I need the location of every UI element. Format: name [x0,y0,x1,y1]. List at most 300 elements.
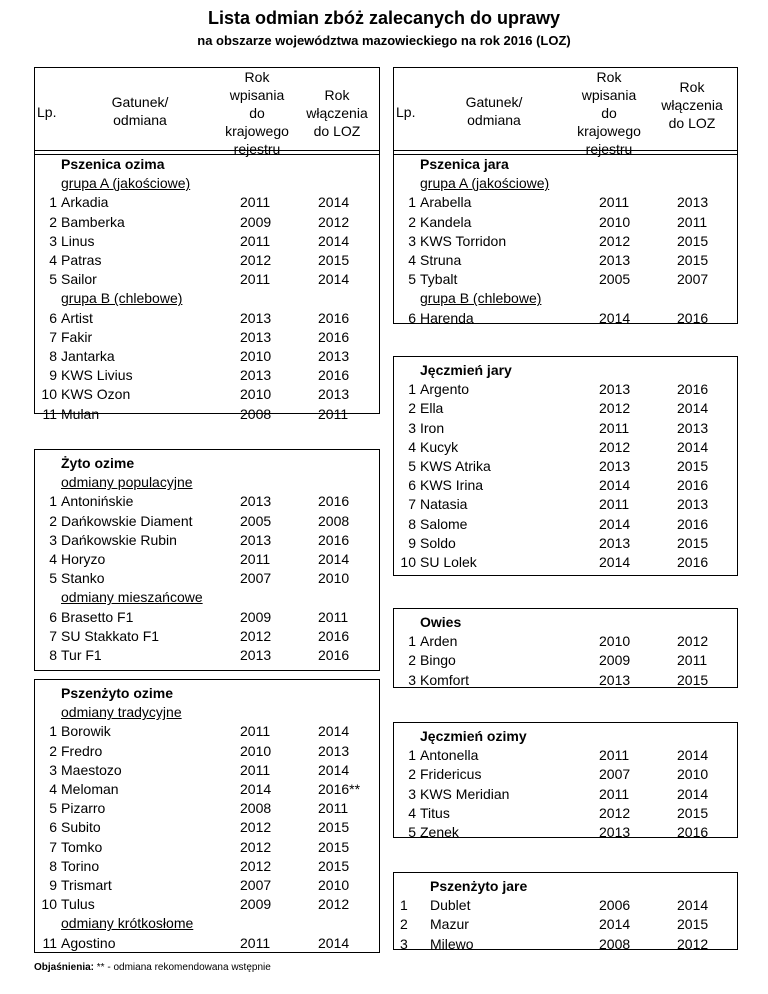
variety-name: Natasia [420,496,468,513]
r1d: krajowego [577,123,641,139]
variety-name: Argento [420,381,470,398]
section-jeczmien-jary [393,356,738,576]
table-row [35,531,379,550]
year-included: 2012 [677,633,709,650]
row-number: 4 [49,252,57,268]
variety-name: KWS Atrika [420,458,491,474]
h2b: włączenia [306,105,368,121]
year-registered: 2010 [599,633,631,650]
table-row [35,895,379,914]
year-registered: 2007 [240,877,272,893]
section-title [35,454,379,473]
row-number: 10 [41,386,57,403]
year-included: 2016 [318,367,350,384]
year-registered: 2014 [240,781,272,797]
row-number: 2 [408,400,416,417]
table-row [394,457,737,476]
group-title [35,289,379,308]
year-included: 2016 [318,531,350,548]
year-included: 2015 [677,671,709,688]
row-number: 7 [49,627,57,644]
year-included: 2016 [318,309,350,326]
row-heading: Pszenica jara [420,156,509,172]
table-row [394,651,737,670]
header-rok-wlaczenia [297,86,377,140]
row-number: 3 [408,671,416,688]
table-row [35,722,379,741]
row-heading: odmiany krótkosłome [61,915,194,932]
section-title [35,155,379,174]
h2c: do LOZ [313,123,361,139]
year-included: 2015 [318,252,350,268]
r1a: Rok [596,69,622,85]
year-registered: 2011 [240,271,271,288]
row-number: 3 [408,785,416,802]
section-title [394,155,737,174]
row-number: 9 [49,877,57,893]
year-included: 2013 [318,386,350,403]
variety-name: Pizarro [61,800,106,817]
table-row [394,553,737,572]
header-rok-wpisania [217,68,297,158]
year-registered: 2013 [240,531,272,548]
table-row [394,915,737,934]
year-included: 2014 [318,271,350,288]
row-number: 4 [49,551,57,567]
header-lp: Lp. [37,104,57,120]
row-number: 1 [408,381,416,398]
row-number: 2 [408,766,416,783]
year-registered: 2011 [599,496,630,513]
row-number: 6 [408,477,416,494]
row-number: 8 [49,348,57,364]
year-included: 2011 [677,213,708,230]
year-included: 2015 [677,804,709,821]
year-registered: 2011 [240,232,271,249]
year-registered: 2011 [240,761,271,778]
year-included: 2010 [677,766,709,783]
year-registered: 2005 [599,271,631,288]
year-included: 2015 [677,232,709,249]
row-number: 6 [49,309,57,326]
year-registered: 2012 [599,232,631,249]
row-number: 6 [408,309,416,326]
year-included: 2016 [318,328,350,345]
section-title [394,613,737,632]
year-included: 2016 [677,309,709,326]
table-row [35,876,379,895]
page-subtitle: na obszarze województwa mazowieckiego na rok 2016 (LOZ) [197,33,571,48]
header-lp: Lp. [396,104,416,120]
row-number: 4 [408,252,416,268]
row-number: 3 [49,761,57,778]
row-heading: grupa A (jakościowe) [420,175,550,192]
footnote [34,962,271,973]
year-registered: 2009 [240,608,272,625]
year-included: 2014 [677,785,709,802]
group-title [35,174,379,193]
section-title [394,877,737,896]
table-row [35,780,379,799]
table-row [35,213,379,232]
row-number: 10 [400,554,416,570]
variety-name: Mulan [61,405,100,422]
table-row [35,193,379,212]
row-number: 8 [49,647,57,663]
year-registered: 2010 [240,386,272,403]
header-gatunek [449,93,539,129]
table-row [394,935,737,954]
table-row [394,213,737,232]
section-zyto-ozime [34,449,380,671]
year-included: 2014 [677,438,709,455]
variety-name: Salome [420,515,468,532]
table-row [35,857,379,876]
table-row [35,569,379,588]
year-registered: 2013 [599,671,631,688]
row-number: 4 [408,804,416,821]
year-included: 2015 [677,458,709,474]
footnote-label: Objaśnienia: [34,962,95,973]
variety-name: Meloman [61,781,119,797]
year-registered: 2009 [240,896,272,913]
year-registered: 2009 [240,213,272,230]
table-row [394,785,737,804]
variety-name: Iron [420,419,445,436]
year-included: 2014 [318,723,350,740]
year-registered: 2014 [599,309,631,326]
year-included: 2016 [677,554,709,570]
variety-name: Titus [420,804,450,821]
variety-name: Milewo [430,935,474,952]
table-row [35,512,379,531]
row-heading: grupa A (jakościowe) [61,175,191,192]
year-included: 2013 [677,194,709,211]
variety-name: Harenda [420,309,474,326]
variety-name: Dublet [430,897,471,914]
variety-name: Jantarka [61,348,115,364]
year-included: 2008 [318,512,350,529]
row-number: 9 [49,367,57,384]
year-included: 2013 [318,742,350,759]
year-registered: 2014 [599,554,631,570]
row-number: 2 [49,213,57,230]
year-registered: 2012 [240,838,272,855]
variety-name: KWS Meridian [420,785,510,802]
header-gatunek [95,93,185,129]
row-heading: grupa B (chlebowe) [420,290,542,307]
group-title [394,289,737,308]
row-number: 3 [408,419,416,436]
year-included: 2015 [318,838,350,855]
variety-name: Bamberka [61,213,125,230]
variety-name: Subito [61,819,101,836]
year-included: 2014 [318,232,350,249]
row-number: 1 [408,194,416,211]
row-number: 3 [49,232,57,249]
table-row [394,671,737,690]
rg1: Gatunek/ [465,94,523,110]
group-title [35,914,379,933]
year-included: 2015 [677,916,709,933]
year-registered: 2010 [240,348,272,364]
year-registered: 2013 [240,328,272,345]
row-number: 3 [408,232,416,249]
row-number: 2 [408,213,416,230]
table-row [35,492,379,511]
variety-name: Komfort [420,671,470,688]
year-registered: 2008 [240,405,272,422]
row-number: 1 [400,897,408,914]
section-title [394,361,737,380]
table-row [394,746,737,765]
year-registered: 2012 [240,252,272,268]
variety-name: Torino [61,857,100,874]
row-number: 3 [49,531,57,548]
row-number: 5 [408,458,416,474]
variety-name: Zenek [420,824,459,840]
variety-name: Horyzo [61,551,106,567]
row-heading: Żyto ozime [61,455,135,471]
variety-name: Tomko [61,838,103,855]
row-number: 5 [49,570,57,587]
header-gatunek-1: Gatunek/ [111,94,169,110]
year-included: 2016 [677,477,709,494]
row-number: 5 [408,824,416,840]
table-row [35,742,379,761]
row-heading: Owies [420,614,462,630]
row-number: 8 [408,515,416,532]
row-number: 2 [408,652,416,669]
row-heading: grupa B (chlebowe) [61,290,183,307]
variety-name: KWS Livius [61,367,133,384]
variety-name: Arden [420,633,458,650]
row-heading: odmiany populacyjne [61,474,193,491]
variety-name: Kucyk [420,438,459,455]
variety-name: SU Stakkato F1 [61,627,160,644]
r2c: do LOZ [668,115,716,131]
year-included: 2010 [318,570,350,587]
row-number: 11 [42,405,57,422]
variety-name: Stanko [61,570,105,587]
row-number: 1 [408,747,416,764]
variety-name: Brasetto F1 [61,608,134,625]
year-included: 2013 [677,496,709,513]
variety-name: Kandela [420,213,472,230]
row-number: 5 [49,271,57,288]
r2b: włączenia [661,97,723,113]
h1b: wpisania [229,87,285,103]
h1a: Rok [244,69,270,85]
row-number: 1 [49,723,57,740]
year-registered: 2005 [240,512,272,529]
variety-name: Dańkowskie Rubin [61,531,177,548]
year-registered: 2013 [240,367,272,384]
row-number: 2 [49,512,57,529]
variety-name: Mazur [430,916,469,933]
variety-name: Linus [61,232,95,249]
year-registered: 2013 [599,824,631,840]
row-number: 7 [49,328,57,345]
table-row [394,438,737,457]
year-included: 2011 [318,608,349,625]
year-registered: 2012 [599,438,631,455]
year-registered: 2007 [599,766,631,783]
section-jeczmien-ozimy [393,722,738,838]
year-registered: 2014 [599,477,631,494]
row-heading: odmiany mieszańcowe [61,589,203,606]
r2a: Rok [679,79,705,95]
row-number: 5 [408,271,416,288]
table-row [394,270,737,289]
year-included: 2016 [677,381,709,398]
table-row [394,896,737,915]
table-row [35,232,379,251]
row-heading: Pszenica ozima [61,156,165,172]
group-title [35,473,379,492]
year-included: 2014 [318,761,350,778]
variety-name: Arkadia [61,194,109,211]
year-included: 2012 [318,896,350,913]
variety-name: Trismart [61,877,112,893]
variety-name: Antonińskie [61,493,134,510]
row-heading: odmiany tradycyjne [61,704,182,721]
year-registered: 2010 [599,213,631,230]
year-included: 2016 [318,493,350,510]
group-title [35,703,379,722]
table-row [35,328,379,347]
variety-name: SU Lolek [420,554,477,570]
variety-name: Bingo [420,652,456,669]
row-heading: Jęczmień ozimy [420,728,527,744]
year-registered: 2011 [599,419,630,436]
table-row [35,405,379,424]
row-number: 3 [400,935,408,952]
row-number: 11 [42,934,57,951]
year-included: 2014 [677,400,709,417]
table-row [394,765,737,784]
year-registered: 2012 [599,804,631,821]
year-included: 2015 [318,819,350,836]
table-row [394,193,737,212]
table-row [35,309,379,328]
table-row [394,232,737,251]
variety-name: Fridericus [420,766,482,783]
table-row [35,934,379,953]
row-heading: Jęczmień jary [420,362,512,378]
year-registered: 2008 [599,935,631,952]
year-registered: 2012 [240,819,272,836]
year-included: 2014 [318,934,350,951]
header-right [393,67,738,155]
year-included: 2016 [677,515,709,532]
row-number: 6 [49,819,57,836]
year-registered: 2011 [599,747,630,764]
section-pszenzyto-ozime [34,679,380,953]
variety-name: Dańkowskie Diament [61,512,193,529]
year-registered: 2008 [240,800,272,817]
year-included: 2016 [318,627,350,644]
header-left [34,67,380,155]
year-registered: 2014 [599,916,631,933]
variety-name: Artist [61,309,93,326]
section-owies [393,608,738,688]
year-included: 2012 [318,213,350,230]
variety-name: KWS Irina [420,477,484,494]
h2a: Rok [324,87,350,103]
year-registered: 2013 [240,647,272,663]
year-registered: 2013 [599,381,631,398]
table-row [35,627,379,646]
row-number: 7 [49,838,57,855]
year-included: 2014 [318,194,350,211]
r1c: do [601,105,617,121]
year-registered: 2013 [599,534,631,551]
table-row [394,380,737,399]
variety-name: Patras [61,252,102,268]
table-row [35,550,379,569]
variety-name: Fredro [61,742,103,759]
table-row [35,347,379,366]
row-number: 10 [41,896,57,913]
table-row [394,495,737,514]
group-title [35,588,379,607]
variety-name: Soldo [420,534,456,551]
row-number: 6 [49,608,57,625]
year-included: 2015 [677,252,709,268]
page-title: Lista odmian zbóż zalecanych do uprawy [207,8,561,28]
year-included: 2016** [318,781,361,797]
year-included: 2007 [677,271,709,288]
year-registered: 2011 [599,194,630,211]
variety-name: Agostino [61,934,116,951]
year-included: 2012 [677,935,709,952]
header-rok-wpisania [569,68,649,158]
variety-name: Maestozo [61,761,122,778]
group-title [394,174,737,193]
year-registered: 2010 [240,742,272,759]
variety-name: Tulus [61,896,95,913]
rg2: odmiana [467,112,521,128]
table-row [35,251,379,270]
year-included: 2013 [677,419,709,436]
table-row [394,804,737,823]
row-number: 7 [408,496,416,513]
table-row [35,270,379,289]
section-pszenica-jara [393,150,738,324]
year-registered: 2012 [240,627,272,644]
variety-name: Sailor [61,271,97,288]
year-registered: 2012 [240,857,272,874]
header-rok-wlaczenia [652,78,732,132]
variety-name: Struna [420,252,462,268]
row-heading: Pszenżyto ozime [61,685,174,701]
table-row [35,818,379,837]
table-row [394,515,737,534]
variety-name: Antonella [420,747,479,764]
row-number: 4 [49,781,57,797]
year-included: 2016 [318,647,350,663]
year-included: 2016 [677,824,709,840]
year-registered: 2006 [599,897,631,914]
row-number: 4 [408,438,416,455]
year-included: 2011 [318,800,349,817]
section-title [394,727,737,746]
year-included: 2014 [318,551,350,567]
year-included: 2015 [677,534,709,551]
year-registered: 2013 [599,252,631,268]
row-number: 5 [49,800,57,817]
